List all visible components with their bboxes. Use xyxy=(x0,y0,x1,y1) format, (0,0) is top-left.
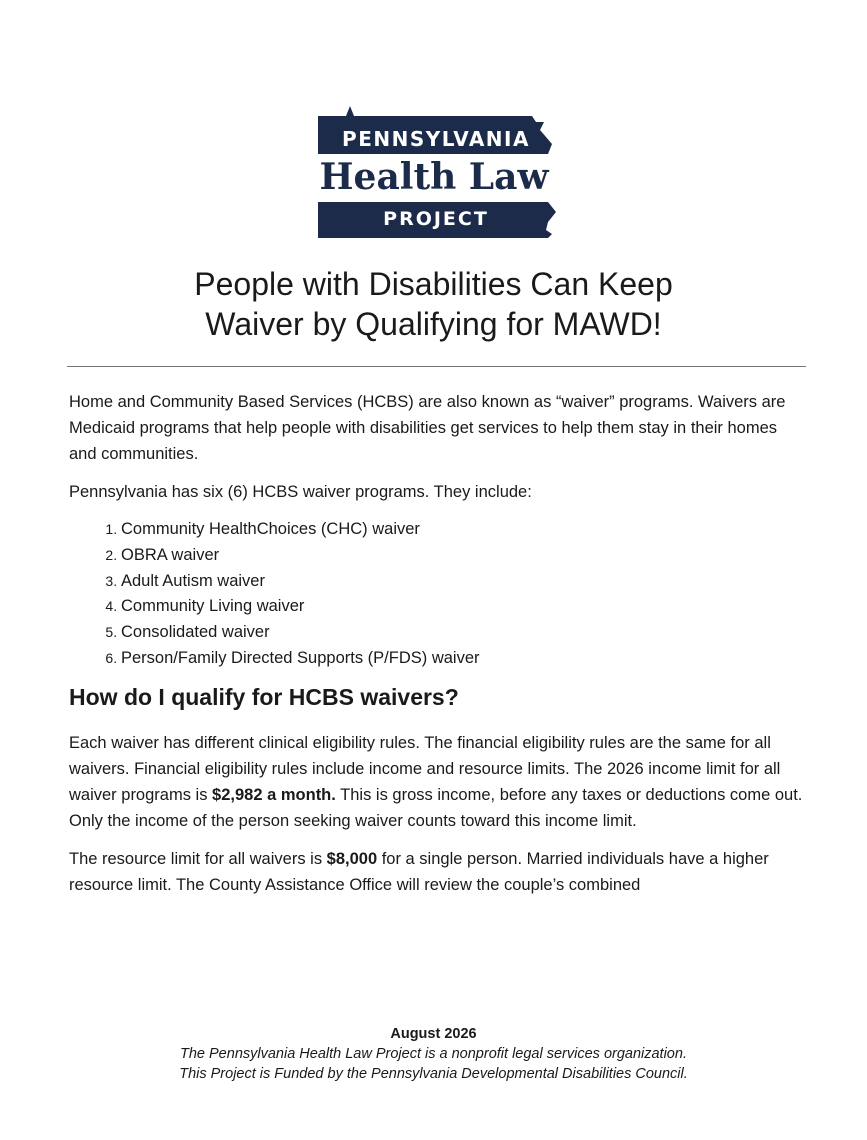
waiver-list xyxy=(69,517,809,672)
phlp-logo xyxy=(316,104,556,240)
eligibility-text-a: Each waiver has different clinical eligibility rules. The financial eligibility rules are the same for all waivers. Financial eligibility rules include income and resource limits. The 2026 income limit for all waiver programs is xyxy=(69,733,781,804)
eligibility-paragraph xyxy=(69,730,809,834)
title-line-1: People with Disabilities Can Keep xyxy=(194,266,673,302)
footer-date: August 2026 xyxy=(390,1026,477,1042)
document-body xyxy=(69,389,809,910)
income-limit: $2,982 a month. xyxy=(212,785,336,804)
resource-text-a: The resource limit for all waivers is xyxy=(69,849,327,868)
footer-line-1: The Pennsylvania Health Law Project is a nonprofit legal services organization. xyxy=(180,1046,687,1062)
logo-line-pennsylvania: PENNSYLVANIA xyxy=(342,127,530,151)
list-item: 4. Community Living waiver xyxy=(121,594,809,620)
footer-line-2: This Project is Funded by the Pennsylvania Developmental Disabilities Council. xyxy=(179,1066,688,1082)
resource-text-b: for a single person. Married individuals have a higher resource limit. The County Assistance Office will review the couple’s combined xyxy=(69,849,769,894)
title-line-2: Waiver by Qualifying for MAWD! xyxy=(205,306,662,342)
resource-limit: $8,000 xyxy=(326,849,378,868)
intro-paragraph-2: Pennsylvania has six (6) HCBS waiver programs. They include: xyxy=(69,483,532,501)
list-item: 6. Person/Family Directed Supports (P/FDS) waiver xyxy=(121,646,809,672)
list-item: 5. Consolidated waiver xyxy=(121,620,809,646)
list-item: 3. Adult Autism waiver xyxy=(121,569,809,595)
resource-paragraph xyxy=(69,846,809,898)
page-title xyxy=(0,264,867,344)
intro-paragraph-1: Home and Community Based Services (HCBS) are also known as “waiver” programs. Waivers are Medicaid programs that help people with disabilities get services to help them stay in their homes and communities. xyxy=(69,393,786,463)
list-item: 2. OBRA waiver xyxy=(121,543,809,569)
list-item: 1. Community HealthChoices (CHC) waiver xyxy=(121,517,809,543)
title-divider xyxy=(67,366,806,367)
logo-line-project: PROJECT xyxy=(383,208,489,230)
logo-line-health-law: Health Law xyxy=(319,156,549,198)
section-heading: How do I qualify for HCBS waivers? xyxy=(69,683,459,710)
eligibility-text-b: This is gross income, before any taxes or deductions come out. Only the income of the person seeking waiver counts toward this income limit. xyxy=(69,785,803,830)
page-footer xyxy=(0,1024,867,1084)
